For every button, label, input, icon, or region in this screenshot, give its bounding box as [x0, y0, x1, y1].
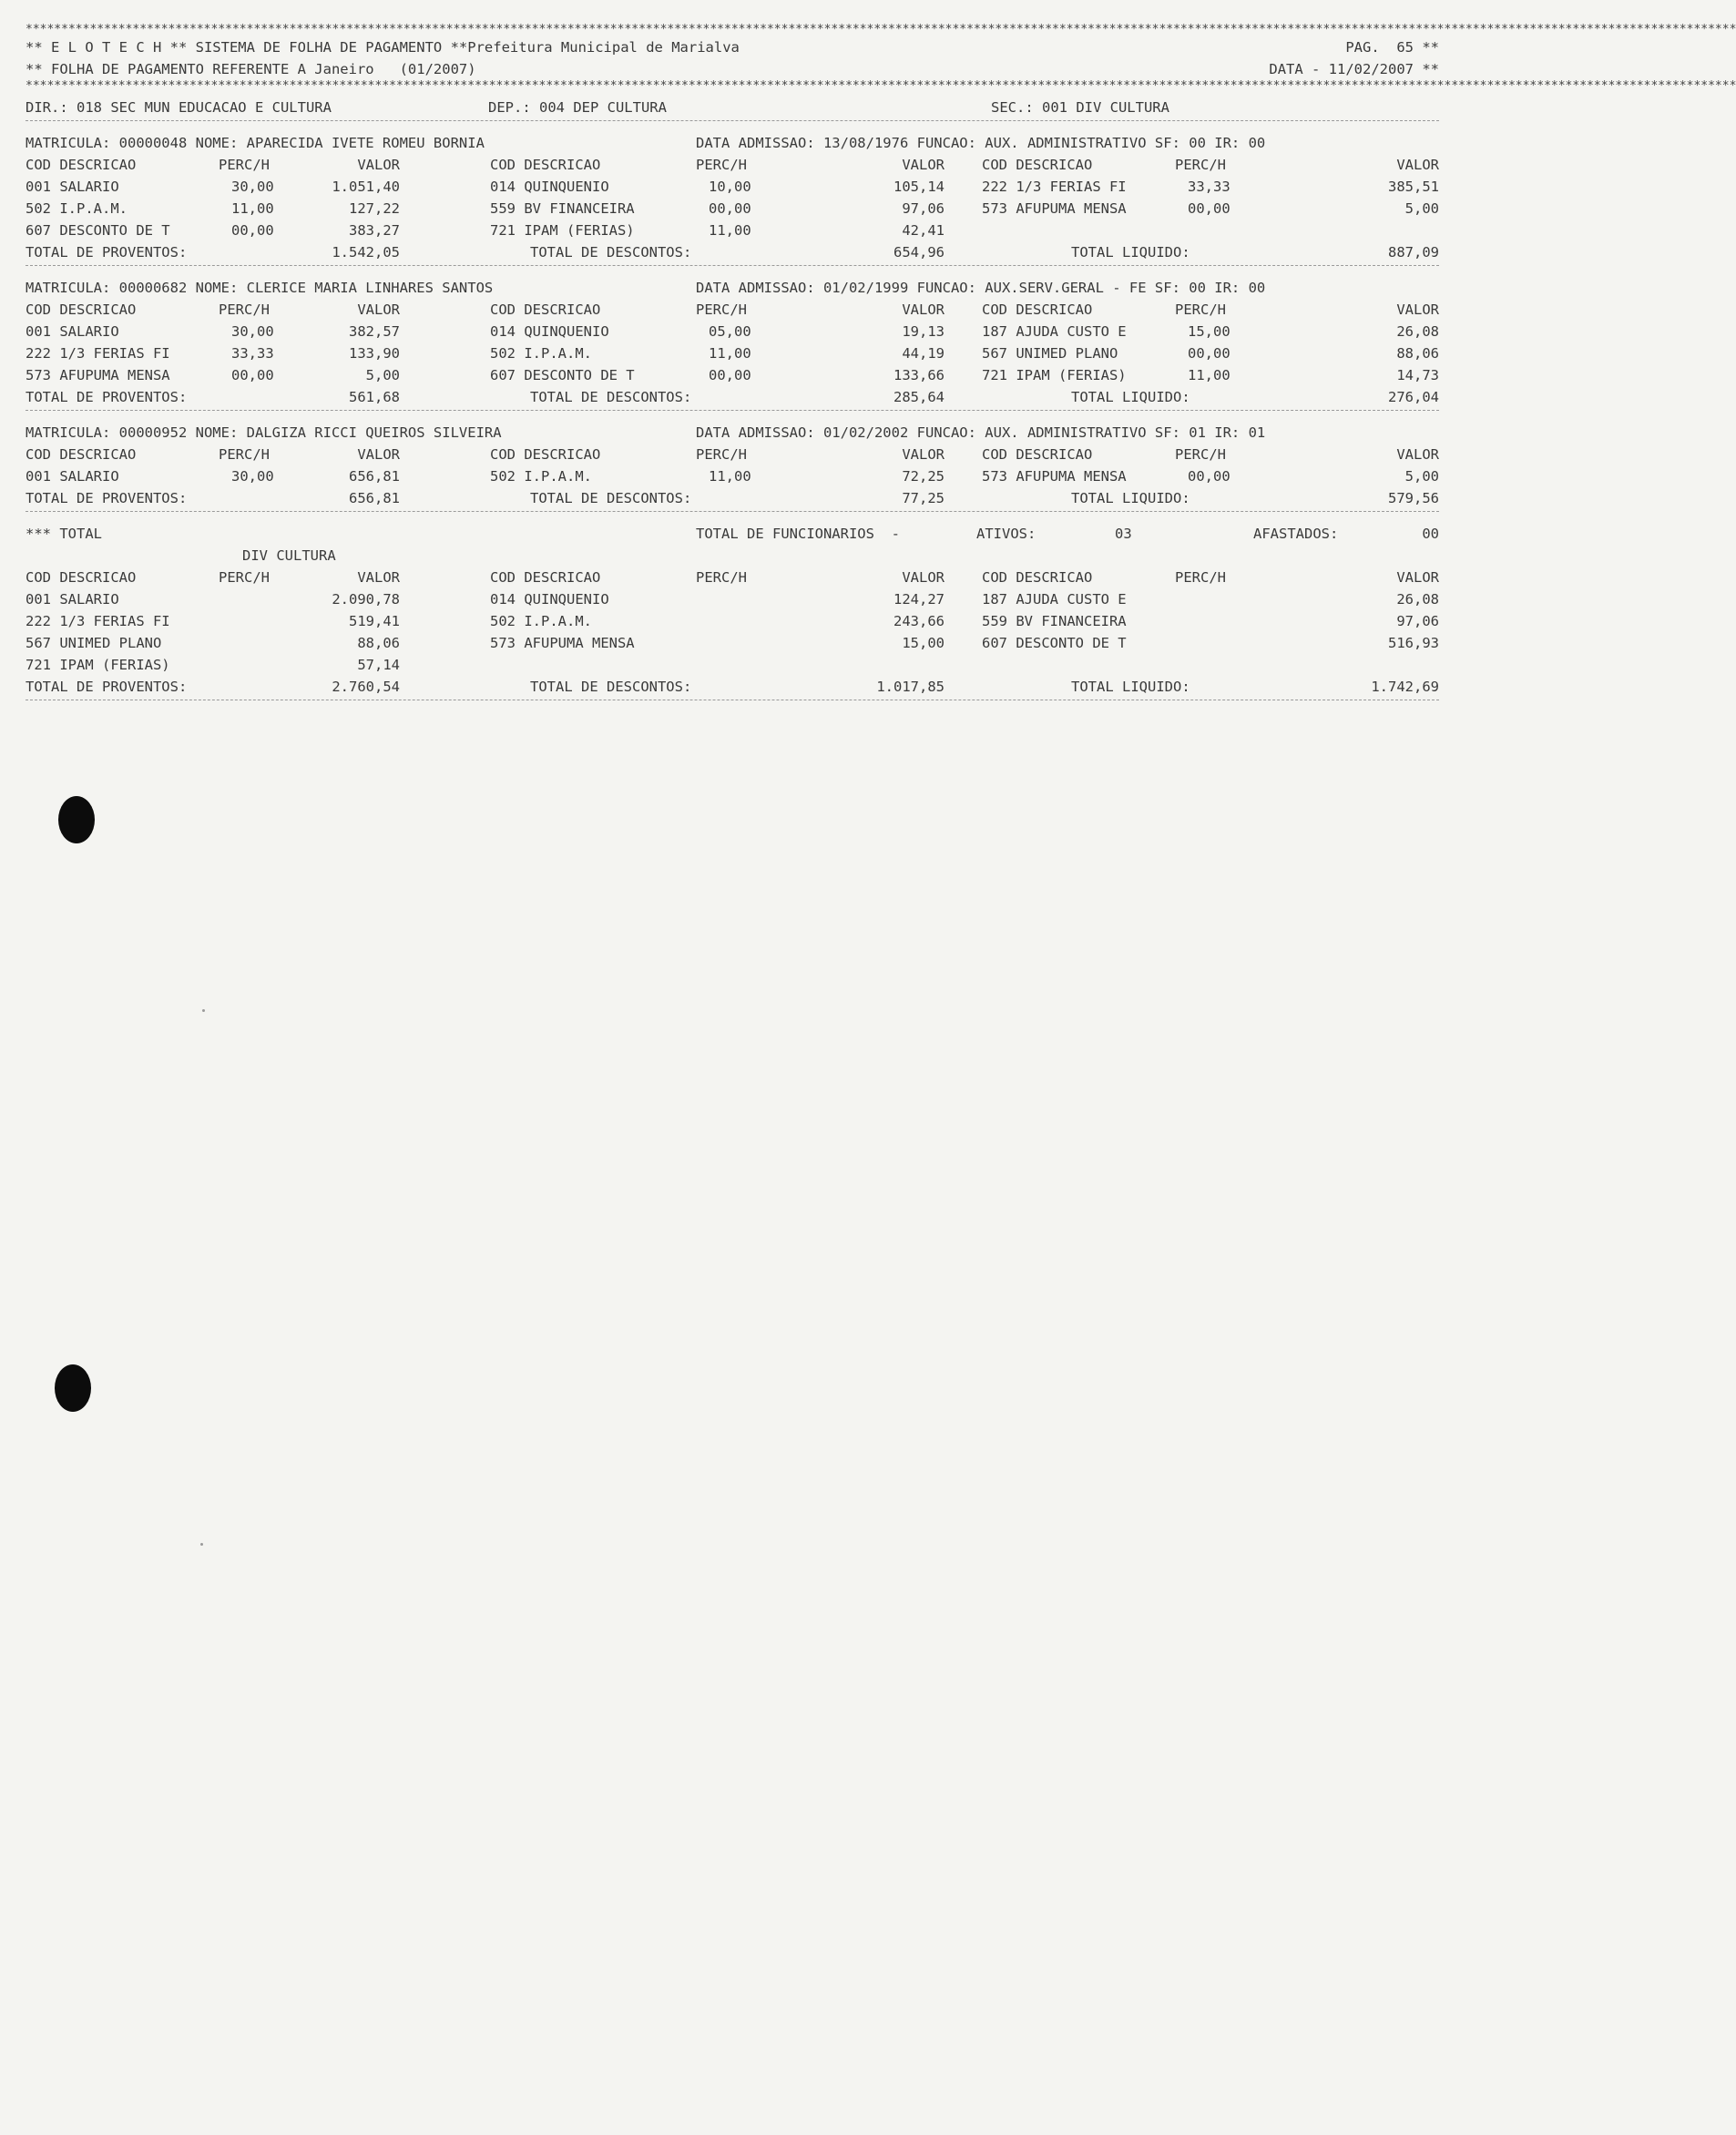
item-description: 187 AJUDA CUSTO E	[982, 591, 1127, 608]
item-description: 721 IPAM (FERIAS)	[982, 367, 1127, 383]
total-proventos-value: 2.760,54	[332, 679, 400, 695]
summary-rows	[26, 588, 1439, 676]
item-percent: 00,00	[1188, 468, 1231, 485]
col-valor-header: VALOR	[1396, 157, 1439, 173]
col-valor-header: VALOR	[357, 157, 400, 173]
item-percent: 11,00	[709, 222, 751, 239]
total-liquido-label: TOTAL LIQUIDO:	[1071, 389, 1190, 405]
item-percent: 30,00	[231, 468, 274, 485]
employee-totals	[26, 241, 1439, 263]
section-line	[26, 97, 1439, 118]
total-proventos-label: TOTAL DE PROVENTOS:	[26, 490, 188, 506]
col-valor-header: VALOR	[357, 301, 400, 318]
total-liquido-value: 579,56	[1388, 490, 1439, 506]
col-valor-header: VALOR	[902, 301, 945, 318]
item-description: 502 I.P.A.M.	[490, 613, 592, 629]
system-title: ** E L O T E C H ** SISTEMA DE FOLHA DE PAGAMENTO **Prefeitura Municipal de Marialva	[26, 39, 740, 56]
item-value: 44,19	[902, 345, 945, 362]
item-description: 607 DESCONTO DE T	[490, 367, 635, 383]
item-value: 383,27	[349, 222, 400, 239]
item-value: 1.051,40	[332, 179, 400, 195]
item-value: 97,06	[1396, 613, 1439, 629]
spacer	[26, 123, 1439, 132]
employee-col-headers	[26, 154, 1439, 176]
employee-admission: DATA ADMISSAO: 13/08/1976 FUNCAO: AUX. ADMINISTRATIVO SF: 00 IR: 00	[696, 135, 1266, 151]
punch-hole	[55, 1364, 91, 1412]
col-perc-header: PERC/H	[1175, 446, 1226, 463]
col-valor-header: VALOR	[1396, 301, 1439, 318]
item-description: 502 I.P.A.M.	[490, 345, 592, 362]
col-perc-header: PERC/H	[1175, 157, 1226, 173]
spacer	[26, 413, 1439, 422]
total-descontos-value: 1.017,85	[876, 679, 945, 695]
col-valor-header: VALOR	[357, 569, 400, 586]
col-cod-header: COD DESCRICAO	[490, 301, 601, 318]
payroll-line	[26, 220, 1439, 241]
item-value: 26,08	[1396, 323, 1439, 340]
summary-line	[26, 610, 1439, 632]
col-cod-header: COD DESCRICAO	[982, 446, 1093, 463]
payroll-line	[26, 176, 1439, 198]
item-value: 105,14	[894, 179, 945, 195]
col-cod-header: COD DESCRICAO	[26, 301, 137, 318]
item-value: 88,06	[357, 635, 400, 651]
summary-label: *** TOTAL	[26, 526, 102, 542]
item-description: 573 AFUPUMA MENSA	[982, 468, 1127, 485]
employee-col-headers	[26, 299, 1439, 321]
star-rule: ************************************************************************************************************************************************************************************************************************************************	[26, 23, 1736, 36]
spacer	[26, 268, 1439, 277]
item-description: 567 UNIMED PLANO	[982, 345, 1118, 362]
item-percent: 30,00	[231, 323, 274, 340]
summary-totals	[26, 676, 1439, 698]
col-valor-header: VALOR	[1396, 446, 1439, 463]
total-descontos-label: TOTAL DE DESCONTOS:	[530, 244, 692, 260]
employee-col-headers	[26, 444, 1439, 465]
item-value: 88,06	[1396, 345, 1439, 362]
item-description: 573 AFUPUMA MENSA	[982, 200, 1127, 217]
funcionarios-label: TOTAL DE FUNCIONARIOS -	[696, 526, 900, 542]
employee-totals	[26, 487, 1439, 509]
item-value: 127,22	[349, 200, 400, 217]
col-valor-header: VALOR	[902, 157, 945, 173]
total-descontos-value: 654,96	[894, 244, 945, 260]
report-header-line1	[26, 36, 1439, 58]
item-value: 382,57	[349, 323, 400, 340]
item-description: 607 DESCONTO DE T	[26, 222, 170, 239]
item-value: 516,93	[1388, 635, 1439, 651]
item-description: 222 1/3 FERIAS FI	[26, 345, 170, 362]
item-value: 133,90	[349, 345, 400, 362]
col-perc-header: PERC/H	[1175, 569, 1226, 586]
summary-header	[26, 523, 1439, 545]
item-description: 014 QUINQUENIO	[490, 179, 609, 195]
col-valor-header: VALOR	[902, 446, 945, 463]
item-value: 19,13	[902, 323, 945, 340]
item-percent: 05,00	[709, 323, 751, 340]
punch-hole	[58, 796, 95, 843]
item-description: 187 AJUDA CUSTO E	[982, 323, 1127, 340]
item-percent: 10,00	[709, 179, 751, 195]
total-descontos-label: TOTAL DE DESCONTOS:	[530, 679, 692, 695]
col-cod-header: COD DESCRICAO	[490, 446, 601, 463]
summary-division	[26, 545, 1439, 567]
total-descontos-value: 77,25	[902, 490, 945, 506]
payroll-line	[26, 321, 1439, 342]
item-description: 001 SALARIO	[26, 323, 119, 340]
employee-totals	[26, 386, 1439, 408]
summary-line	[26, 632, 1439, 654]
directorate: DIR.: 018 SEC MUN EDUCACAO E CULTURA	[26, 99, 332, 116]
item-description: 607 DESCONTO DE T	[982, 635, 1127, 651]
report-period: ** FOLHA DE PAGAMENTO REFERENTE A Janeiro (01/2007)	[26, 61, 476, 77]
payroll-report	[26, 23, 1736, 702]
item-percent: 11,00	[1188, 367, 1231, 383]
total-descontos-value: 285,64	[894, 389, 945, 405]
payroll-line	[26, 198, 1439, 220]
total-proventos-label: TOTAL DE PROVENTOS:	[26, 679, 188, 695]
afastados-label: AFASTADOS:	[1253, 526, 1339, 542]
total-proventos-value: 1.542,05	[332, 244, 400, 260]
item-description: 502 I.P.A.M.	[490, 468, 592, 485]
summary-line	[26, 654, 1439, 676]
employee-admission: DATA ADMISSAO: 01/02/2002 FUNCAO: AUX. ADMINISTRATIVO SF: 01 IR: 01	[696, 424, 1266, 441]
item-description: 559 BV FINANCEIRA	[982, 613, 1127, 629]
item-value: 2.090,78	[332, 591, 400, 608]
summary-line	[26, 588, 1439, 610]
paper-speck	[202, 1009, 205, 1012]
total-proventos-value: 561,68	[349, 389, 400, 405]
col-valor-header: VALOR	[1396, 569, 1439, 586]
item-description: 001 SALARIO	[26, 468, 119, 485]
report-header-line2	[26, 58, 1439, 80]
page-number: PAG. 65 **	[1345, 39, 1439, 56]
item-value: 26,08	[1396, 591, 1439, 608]
col-cod-header: COD DESCRICAO	[982, 301, 1093, 318]
item-description: 721 IPAM (FERIAS)	[26, 657, 170, 673]
total-proventos-value: 656,81	[349, 490, 400, 506]
divider	[26, 511, 1439, 512]
item-value: 656,81	[349, 468, 400, 485]
item-percent: 00,00	[709, 367, 751, 383]
item-percent: 11,00	[231, 200, 274, 217]
item-percent: 00,00	[709, 200, 751, 217]
item-percent: 33,33	[1188, 179, 1231, 195]
item-description: 502 I.P.A.M.	[26, 200, 128, 217]
col-perc-header: PERC/H	[1175, 301, 1226, 318]
item-value: 15,00	[902, 635, 945, 651]
employee-id-line	[26, 132, 1439, 154]
item-value: 385,51	[1388, 179, 1439, 195]
col-cod-header: COD DESCRICAO	[490, 157, 601, 173]
col-perc-header: PERC/H	[219, 569, 270, 586]
item-value: 42,41	[902, 222, 945, 239]
paper-speck	[200, 1543, 203, 1546]
item-description: 222 1/3 FERIAS FI	[982, 179, 1127, 195]
total-proventos-label: TOTAL DE PROVENTOS:	[26, 389, 188, 405]
summary-block	[26, 523, 1439, 700]
total-descontos-label: TOTAL DE DESCONTOS:	[530, 389, 692, 405]
item-description: 014 QUINQUENIO	[490, 323, 609, 340]
spacer	[26, 514, 1439, 523]
item-value: 14,73	[1396, 367, 1439, 383]
payroll-line	[26, 465, 1439, 487]
item-description: 573 AFUPUMA MENSA	[490, 635, 635, 651]
ativos-value: 03	[1115, 526, 1132, 542]
col-cod-header: COD DESCRICAO	[26, 157, 137, 173]
total-liquido-label: TOTAL LIQUIDO:	[1071, 244, 1190, 260]
ativos-label: ATIVOS:	[976, 526, 1036, 542]
item-value: 133,66	[894, 367, 945, 383]
item-percent: 11,00	[709, 345, 751, 362]
item-percent: 00,00	[231, 222, 274, 239]
star-rule: ************************************************************************************************************************************************************************************************************************************************	[26, 79, 1736, 93]
item-percent: 15,00	[1188, 323, 1231, 340]
total-liquido-value: 276,04	[1388, 389, 1439, 405]
division-name: DIV CULTURA	[242, 547, 336, 564]
item-percent: 33,33	[231, 345, 274, 362]
item-value: 243,66	[894, 613, 945, 629]
col-cod-header: COD DESCRICAO	[26, 446, 137, 463]
col-cod-header: COD DESCRICAO	[26, 569, 137, 586]
item-description: 573 AFUPUMA MENSA	[26, 367, 170, 383]
item-value: 5,00	[365, 367, 400, 383]
item-percent: 00,00	[1188, 345, 1231, 362]
payroll-line	[26, 342, 1439, 364]
total-liquido-label: TOTAL LIQUIDO:	[1071, 490, 1190, 506]
col-perc-header: PERC/H	[696, 157, 747, 173]
item-description: 001 SALARIO	[26, 591, 119, 608]
divider	[26, 265, 1439, 266]
employee-id-line	[26, 277, 1439, 299]
employee-id-line	[26, 422, 1439, 444]
col-cod-header: COD DESCRICAO	[982, 569, 1093, 586]
employee-admission: DATA ADMISSAO: 01/02/1999 FUNCAO: AUX.SERV.GERAL - FE SF: 00 IR: 00	[696, 280, 1266, 296]
total-liquido-label: TOTAL LIQUIDO:	[1071, 679, 1190, 695]
col-perc-header: PERC/H	[219, 301, 270, 318]
item-value: 124,27	[894, 591, 945, 608]
item-percent: 00,00	[1188, 200, 1231, 217]
item-description: 222 1/3 FERIAS FI	[26, 613, 170, 629]
total-liquido-value: 887,09	[1388, 244, 1439, 260]
employee-matricula: MATRICULA: 00000682 NOME: CLERICE MARIA LINHARES SANTOS	[26, 280, 494, 296]
item-percent: 30,00	[231, 179, 274, 195]
col-perc-header: PERC/H	[696, 446, 747, 463]
col-valor-header: VALOR	[357, 446, 400, 463]
col-valor-header: VALOR	[902, 569, 945, 586]
divider	[26, 120, 1439, 121]
col-cod-header: COD DESCRICAO	[490, 569, 601, 586]
total-descontos-label: TOTAL DE DESCONTOS:	[530, 490, 692, 506]
divider	[26, 410, 1439, 411]
payroll-line	[26, 364, 1439, 386]
summary-col-headers	[26, 567, 1439, 588]
item-value: 5,00	[1404, 200, 1439, 217]
col-perc-header: PERC/H	[219, 446, 270, 463]
sector: SEC.: 001 DIV CULTURA	[991, 99, 1169, 116]
item-description: 567 UNIMED PLANO	[26, 635, 162, 651]
item-description: 001 SALARIO	[26, 179, 119, 195]
afastados-value: 00	[1422, 526, 1439, 542]
total-proventos-label: TOTAL DE PROVENTOS:	[26, 244, 188, 260]
item-value: 57,14	[357, 657, 400, 673]
col-perc-header: PERC/H	[219, 157, 270, 173]
employee-list	[26, 123, 1439, 523]
employee-matricula: MATRICULA: 00000048 NOME: APARECIDA IVETE ROMEU BORNIA	[26, 135, 485, 151]
item-value: 97,06	[902, 200, 945, 217]
item-percent: 00,00	[231, 367, 274, 383]
employee-matricula: MATRICULA: 00000952 NOME: DALGIZA RICCI QUEIROS SILVEIRA	[26, 424, 502, 441]
item-description: 559 BV FINANCEIRA	[490, 200, 635, 217]
department: DEP.: 004 DEP CULTURA	[488, 99, 667, 116]
item-value: 5,00	[1404, 468, 1439, 485]
report-date: DATA - 11/02/2007 **	[1269, 61, 1439, 77]
col-perc-header: PERC/H	[696, 569, 747, 586]
col-perc-header: PERC/H	[696, 301, 747, 318]
item-description: 014 QUINQUENIO	[490, 591, 609, 608]
total-liquido-value: 1.742,69	[1371, 679, 1439, 695]
item-value: 519,41	[349, 613, 400, 629]
col-cod-header: COD DESCRICAO	[982, 157, 1093, 173]
item-description: 721 IPAM (FERIAS)	[490, 222, 635, 239]
item-value: 72,25	[902, 468, 945, 485]
item-percent: 11,00	[709, 468, 751, 485]
